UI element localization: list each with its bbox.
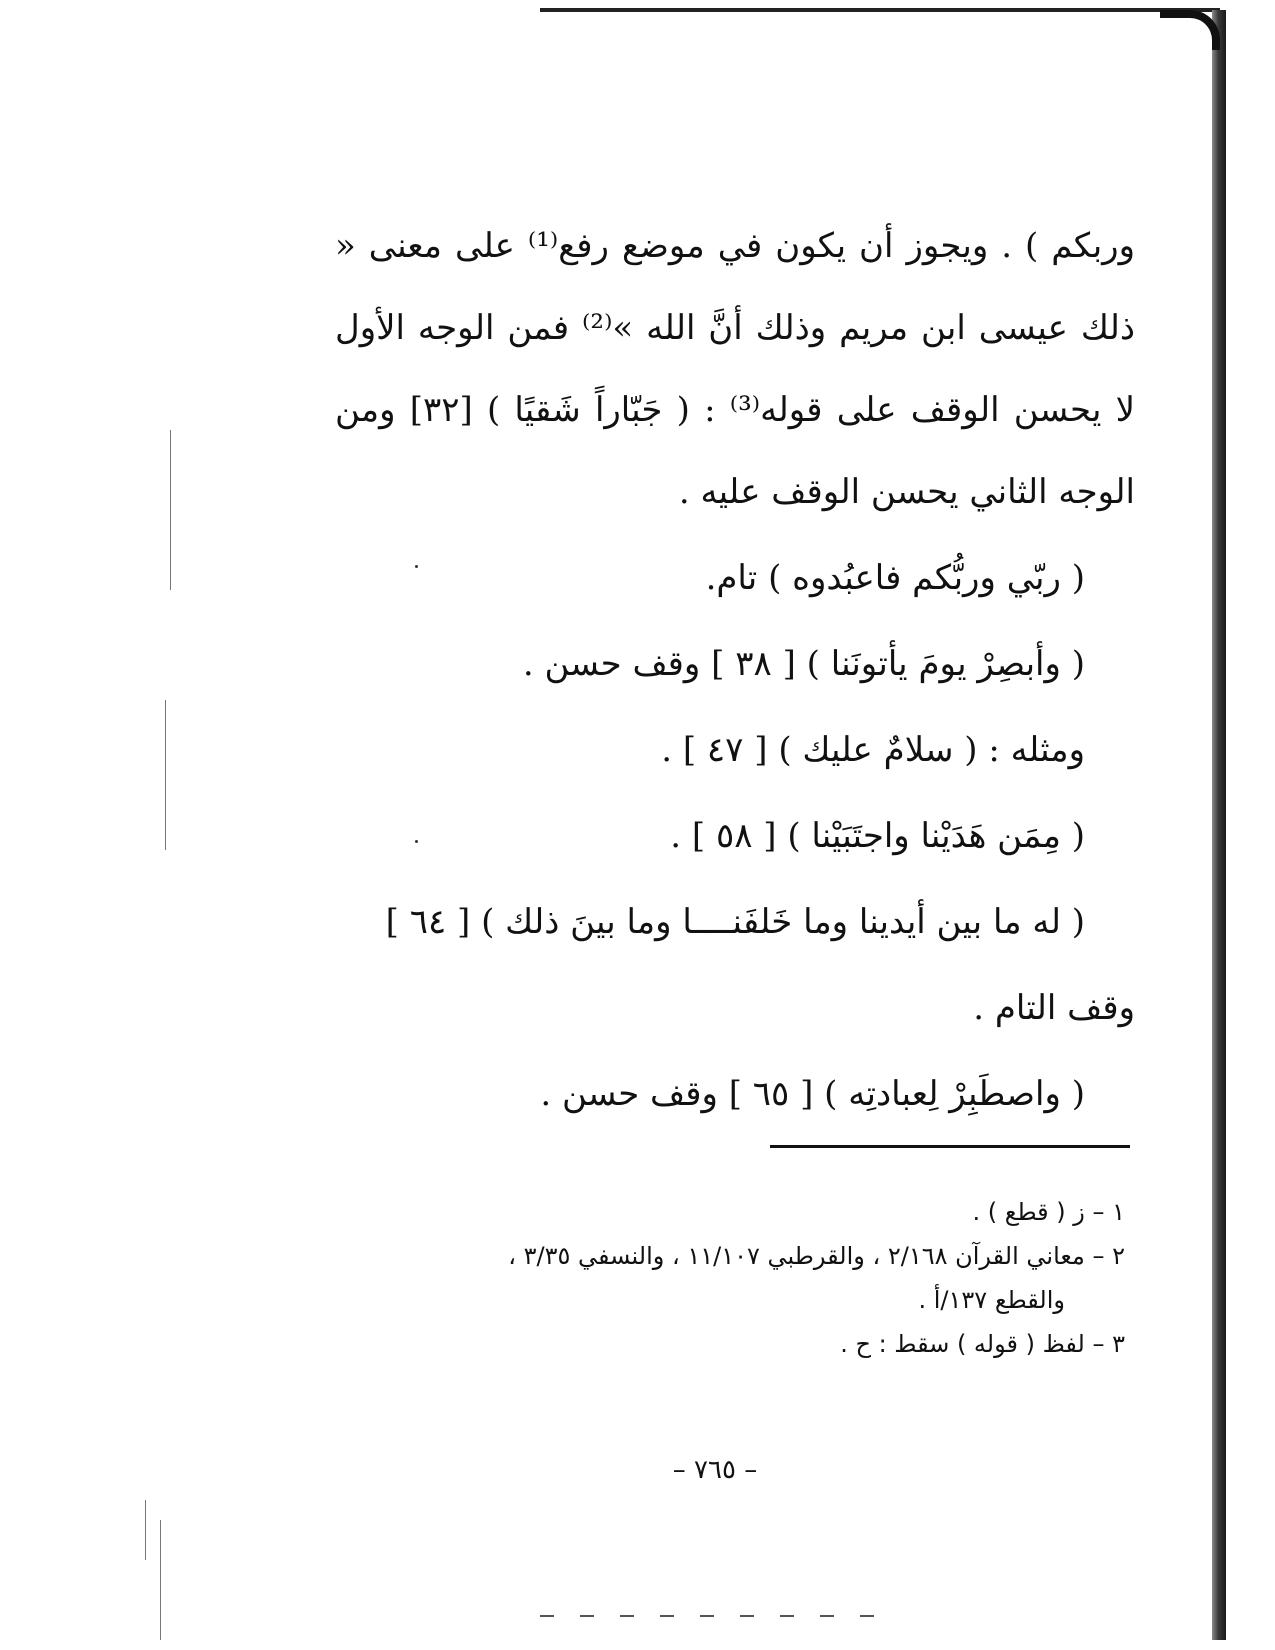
page-binding-edge <box>1212 10 1226 1640</box>
entry-line: ( واصطَبِرْ لِعبادتِه ) [ ٦٥ ] وقف حسن . <box>540 1074 1085 1114</box>
footnote-2-continued: والقطع ١٣٧/أ . <box>918 1286 1065 1314</box>
margin-mark <box>145 1500 146 1560</box>
footnote-3: ٣ – لفظ ( قوله ) سقط : ح . <box>840 1330 1125 1358</box>
entry-line: وقف التام . <box>973 988 1135 1028</box>
footnote-2: ٢ – معاني القرآن ٢/١٦٨ ، والقرطبي ١١/١٠٧ ، والنسفي ٣/٣٥ ، <box>508 1242 1125 1270</box>
entry-line: ( ربّي وربُّكم فاعبُدوه ) تام. <box>705 558 1085 598</box>
entry-line: ( وأبصِرْ يومَ يأتونَنا ) [ ٣٨ ] وقف حسن . <box>522 644 1085 684</box>
entry-line: ( مِمَن هَدَيْنا واجتَبَيْنا ) [ ٥٨ ] . <box>670 816 1085 856</box>
entry-line: ( له ما بين أيدينا وما خَلفَنــــا وما بينَ ذلك ) [ ٦٤ ] <box>385 902 1085 942</box>
margin-mark <box>165 700 166 850</box>
body-paragraph-block <box>335 205 1135 533</box>
page-top-edge <box>540 8 1220 12</box>
body-paragraph: وربكم ) . ويجوز أن يكون في موضع رفع⁽¹⁾ على معنى « ذلك عيسى ابن مريم وذلك أنَّ الله »⁽²⁾ فمن الوجه الأول لا يحسن الوقف على قوله⁽³⁾ : ( جَبّاراً شَقيًا ) [٣٢] ومن الوجه الثاني يحسن الوقف عليه . <box>335 226 1136 512</box>
footnote-separator <box>770 1145 1130 1148</box>
bottom-edge-marks <box>540 1615 900 1617</box>
entry-line: ومثله : ( سلامٌ عليك ) [ ٤٧ ] . <box>661 730 1085 770</box>
waqf-entries <box>335 535 1135 1137</box>
margin-mark <box>160 1520 161 1640</box>
footnote-1: ١ – ز ( قطع ) . <box>972 1198 1125 1226</box>
page-number: – ٧٦٥ – <box>672 1455 758 1485</box>
page-corner <box>1160 10 1220 50</box>
margin-mark <box>170 430 171 590</box>
footnotes <box>335 1190 1125 1366</box>
